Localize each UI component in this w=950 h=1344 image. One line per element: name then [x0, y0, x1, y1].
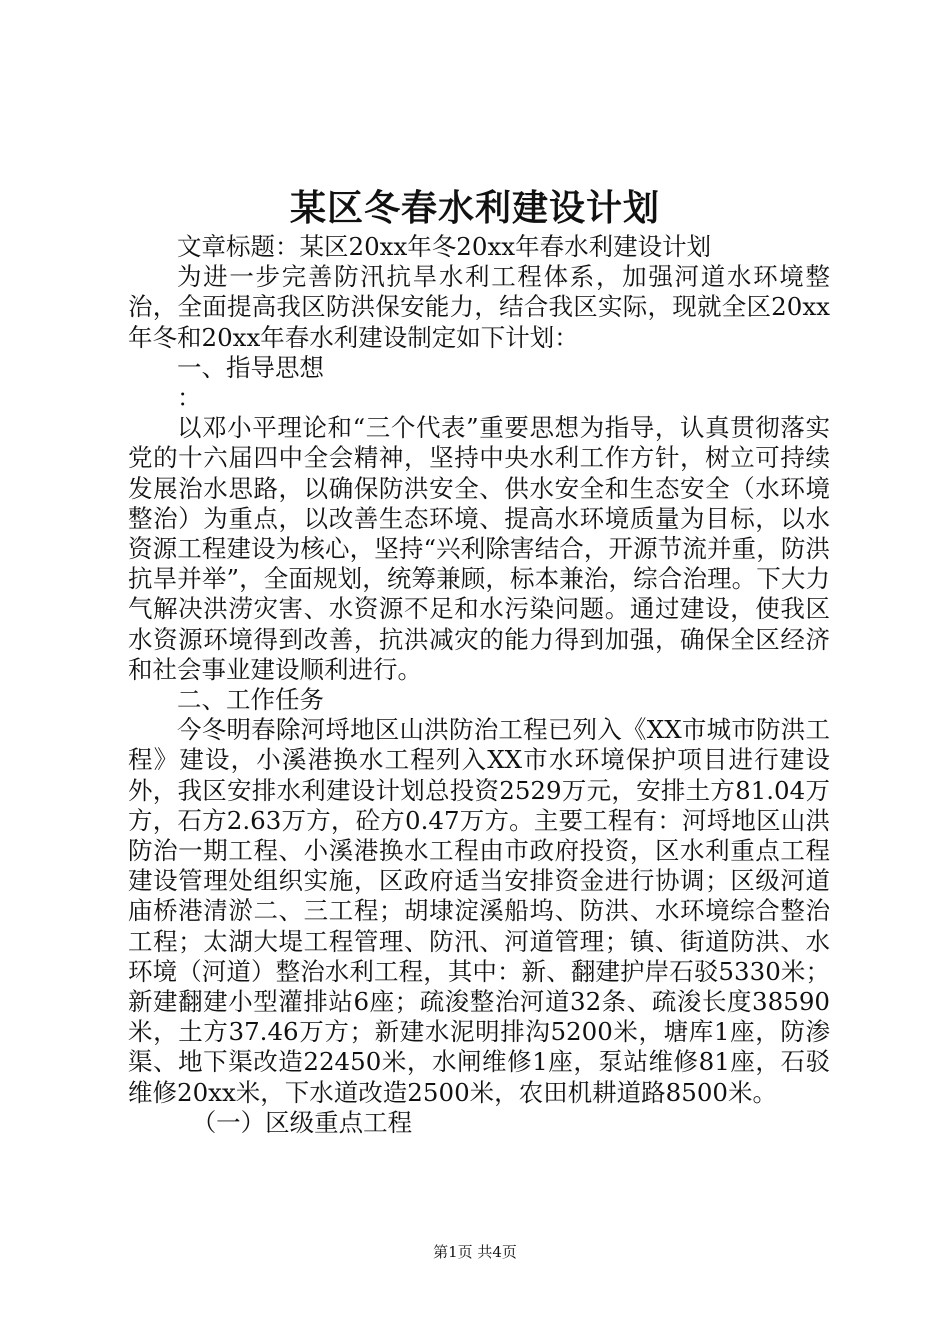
work-tasks-paragraph: 今冬明春除河埒地区山洪防治工程已列入《XX市城市防洪工程》建设，小溪港换水工程列入XX市水环境保护项目进行建设外，我区安排水利建设计划总投资2529万元，安排土方81.04万方，石方2.63万方，砼方0.47万方。主要工程有：河埒地区山洪防治一期工程、小溪港换水工程由市政府投资，区水利重点工程建设管理处组织实施，区政府适当安排资金进行协调；区级河道庙桥港清淤二、三工程；胡埭淀溪船坞、防洪、水环境综合整治工程；太湖大堤工程管理、防汛、河道管理；镇、街道防洪、水环境（河道）整治水利工程，其中：新、翻建护岸石驳5330米；新建翻建小型灌排站6座；疏浚整治河道32条、疏浚长度38590米，土方37.46万方；新建水泥明排沟5200米，塘库1座，防渗渠、地下渠改造22450米，水闸维修1座，泵站维修81座，石驳维修20xx米，下水道改造2500米，农田机耕道路8500米。	[128, 715, 830, 1107]
colon-line: ：	[177, 383, 202, 413]
page-title: 某区冬春水利建设计划	[289, 187, 660, 229]
page-number-footer: 第1页 共4页	[433, 1243, 517, 1261]
section-heading-guiding-thought: 一、指导思想	[177, 352, 324, 382]
section-heading-work-tasks: 二、工作任务	[177, 685, 324, 715]
article-title-line: 文章标题：某区20xx年冬20xx年春水利建设计划	[177, 232, 712, 261]
subsection-heading-district-projects: （一）区级重点工程	[191, 1107, 413, 1137]
intro-paragraph: 为进一步完善防汛抗旱水利工程体系，加强河道水环境整治，全面提高我区防洪保安能力，结合我区实际，现就全区20xx年冬和20xx年春水利建设制定如下计划：	[128, 262, 830, 352]
document-body	[128, 232, 830, 1138]
guiding-thought-paragraph: 以邓小平理论和“三个代表”重要思想为指导，认真贯彻落实党的十六届四中全会精神，坚持中央水利工作方针，树立可持续发展治水思路，以确保防洪安全、供水安全和生态安全（水环境整治）为重点，以改善生态环境、提高水环境质量为目标，以水资源工程建设为核心，坚持“兴利除害结合，开源节流并重，防洪抗旱并举”，全面规划，统筹兼顾，标本兼治，综合治理。下大力气解决洪涝灾害、水资源不足和水污染问题。通过建设，使我区水资源环境得到改善，抗洪减灾的能力得到加强，确保全区经济和社会事业建设顺利进行。	[128, 413, 830, 684]
